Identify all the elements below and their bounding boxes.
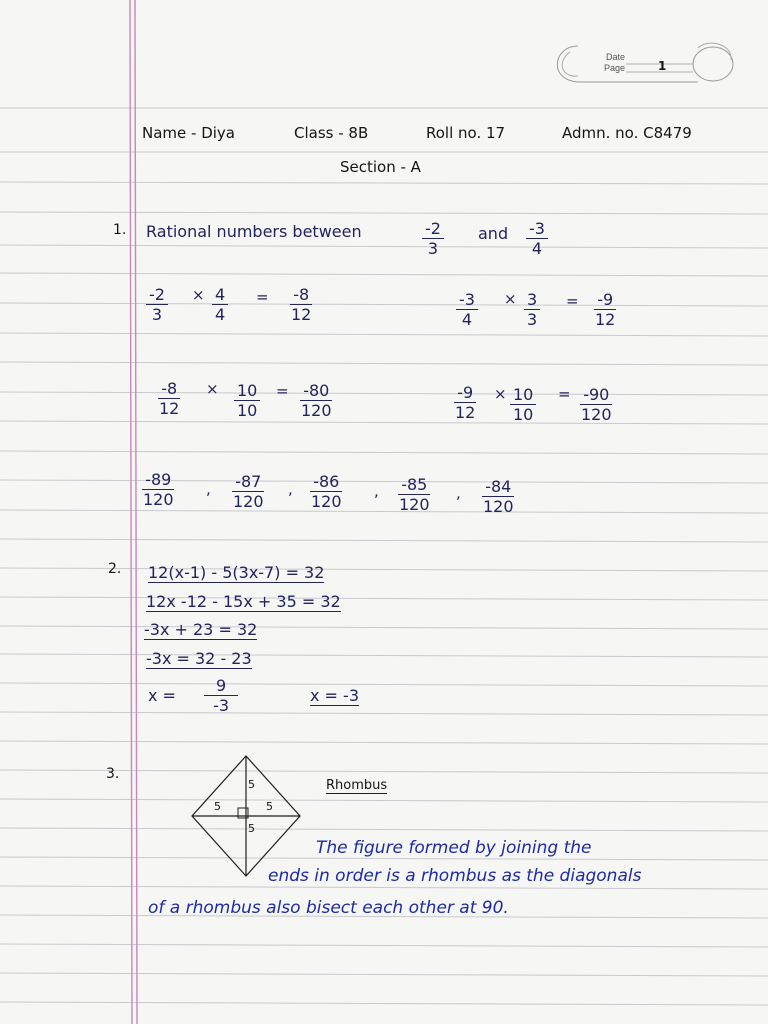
diagram-label-left: 5 <box>214 800 221 813</box>
q3-number: 3. <box>106 766 120 782</box>
fraction-denominator: 120 <box>301 401 332 420</box>
stamp-date-label: Date <box>606 52 626 62</box>
diagram-label-right: 5 <box>266 800 273 813</box>
fraction-denominator: 120 <box>311 492 342 511</box>
answer-fraction-2 <box>230 472 267 511</box>
fraction-numerator: -85 <box>398 475 430 495</box>
row2-left-frac2 <box>234 381 260 420</box>
student-class: Class - 8B <box>294 124 369 142</box>
equals-sign: = <box>256 288 269 306</box>
row1-left-frac2 <box>212 285 228 324</box>
q1-text: Rational numbers between <box>146 222 362 241</box>
student-name: Name - Diya <box>142 124 235 142</box>
equals-sign: = <box>276 382 289 400</box>
fraction-numerator: -3 <box>456 290 478 310</box>
q2-line5-fraction <box>204 676 238 715</box>
q2-line1: 12(x-1) - 5(3x-7) = 32 <box>148 563 325 582</box>
fraction-numerator: 10 <box>234 381 260 401</box>
q2-result: x = -3 <box>310 686 359 705</box>
row1-right-frac2 <box>524 290 540 329</box>
multiply-sign: × <box>504 290 517 308</box>
section-label: Section - A <box>340 158 421 176</box>
row1-left-result <box>288 285 314 324</box>
diagram-label-bottom: 5 <box>248 822 255 835</box>
comma: , <box>374 482 379 500</box>
q1-number: 1. <box>113 222 127 238</box>
fraction-denominator: 120 <box>399 495 430 514</box>
row2-right-result <box>578 385 615 424</box>
row1-right-result <box>592 290 618 329</box>
rhombus-diagram <box>188 752 308 880</box>
stamp-page-label: Page <box>604 63 626 73</box>
fraction-numerator: -87 <box>232 472 264 492</box>
fraction-denominator: 3 <box>527 310 538 329</box>
fraction-denominator: 4 <box>531 239 543 258</box>
multiply-sign: × <box>206 380 219 398</box>
multiply-sign: × <box>494 385 507 403</box>
fraction-denominator: 120 <box>581 405 612 424</box>
fraction-denominator: 12 <box>159 399 180 418</box>
row2-right-frac2 <box>510 385 536 424</box>
rhombus-label: Rhombus <box>326 778 388 793</box>
fraction-numerator: 9 <box>204 676 238 696</box>
fraction-denominator: 4 <box>461 310 473 329</box>
fraction-denominator: 12 <box>291 305 312 324</box>
fraction-denominator: 4 <box>215 305 226 324</box>
q3-explanation-line1: The figure formed by joining the <box>316 838 592 858</box>
q3-explanation-line3: of a rhombus also bisect each other at 90. <box>148 898 509 918</box>
fraction-denominator: 12 <box>595 310 616 329</box>
fraction-denominator: 10 <box>513 405 534 424</box>
comma: , <box>288 480 293 498</box>
fraction-numerator: -3 <box>526 219 548 239</box>
fraction-numerator: -80 <box>300 381 332 401</box>
date-page-stamp <box>548 38 738 88</box>
fraction-numerator: -84 <box>482 477 514 497</box>
q1-fraction-a <box>422 219 444 258</box>
multiply-sign: × <box>192 286 205 304</box>
q2-number: 2. <box>108 561 122 577</box>
fraction-numerator: 3 <box>524 290 540 310</box>
fraction-denominator: 10 <box>237 401 258 420</box>
fraction-denominator: -3 <box>213 696 230 715</box>
answer-fraction-3 <box>308 472 345 511</box>
fraction-denominator: 12 <box>455 403 476 422</box>
fraction-denominator: 120 <box>483 497 514 516</box>
q1-and: and <box>478 224 509 243</box>
admission-number: Admn. no. C8479 <box>562 124 692 142</box>
equals-sign: = <box>566 292 579 310</box>
row1-right-frac1 <box>456 290 478 329</box>
fraction-numerator: -90 <box>580 385 612 405</box>
fraction-numerator: 10 <box>510 385 536 405</box>
fraction-denominator: 3 <box>427 239 439 258</box>
fraction-denominator: 120 <box>233 492 264 511</box>
fraction-numerator: 4 <box>212 285 228 305</box>
equals-sign: = <box>558 385 571 403</box>
roll-number: Roll no. 17 <box>426 124 506 142</box>
fraction-numerator: -8 <box>158 379 180 399</box>
comma: , <box>206 480 211 498</box>
answer-fraction-5 <box>480 477 517 516</box>
fraction-numerator: -86 <box>310 472 342 492</box>
row2-right-frac1 <box>452 383 478 422</box>
q2-line2: 12x -12 - 15x + 35 = 32 <box>146 592 341 611</box>
fraction-numerator: -2 <box>422 219 444 239</box>
row1-left-frac1 <box>146 285 168 324</box>
row2-left-frac1 <box>156 379 182 418</box>
answer-fraction-1 <box>140 470 177 509</box>
diagram-label-top: 5 <box>248 778 255 791</box>
fraction-numerator: -8 <box>290 285 312 305</box>
answer-fraction-4 <box>396 475 433 514</box>
fraction-denominator: 120 <box>143 490 174 509</box>
row2-left-result <box>298 381 335 420</box>
fraction-numerator: -9 <box>594 290 616 310</box>
fraction-numerator: -89 <box>142 470 174 490</box>
q2-line5-lhs: x = <box>148 686 176 705</box>
q2-line3: -3x + 23 = 32 <box>144 620 258 639</box>
stamp-page-number: 1 <box>658 59 667 73</box>
q1-fraction-b <box>526 219 548 258</box>
q2-line4: -3x = 32 - 23 <box>146 649 252 668</box>
fraction-numerator: -2 <box>146 285 168 305</box>
fraction-denominator: 3 <box>151 305 163 324</box>
q3-explanation-line2: ends in order is a rhombus as the diagonals <box>268 866 642 886</box>
fraction-numerator: -9 <box>454 383 476 403</box>
comma: , <box>456 484 461 502</box>
